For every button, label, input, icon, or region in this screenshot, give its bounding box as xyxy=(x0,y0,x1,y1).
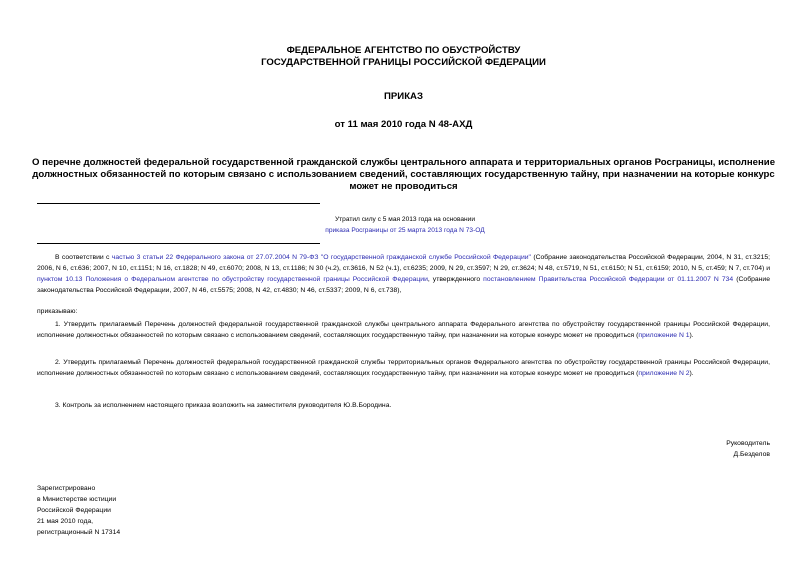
preamble-paragraph xyxy=(37,252,770,296)
law-79fz-link[interactable]: частью 3 статьи 22 Федерального закона от 27.07.2004 N 79-ФЗ "О государственной гражданской службе Российской Федерации" xyxy=(111,254,531,261)
appendix-1-link[interactable]: приложение N 1 xyxy=(638,332,690,339)
order-word: приказываю: xyxy=(37,308,78,315)
divider-top xyxy=(37,203,320,204)
status-note xyxy=(300,214,510,236)
signature-block xyxy=(726,438,770,460)
item-1-text: 1. Утвердить прилагаемый Перечень должностей федеральной государственной гражданской службы центрального аппарата Федерального агентства по обустройству государственной границы Российской Федерации, исполнение должностных обязанностей по которым связано с использованием сведений, составляющих государственную тайну, при назначении на которые конкурс может не проводиться ( xyxy=(37,321,770,339)
order-subject: О перечне должностей федеральной государственной гражданской службы центрального аппарата и территориальных органов Росграницы, исполнение должностных обязанностей по которым связано с использованием сведений, составляющих государственную тайну, при назначении на которые конкурс может не проводиться xyxy=(31,157,776,192)
government-decree-link[interactable]: постановлением Правительства Российской Федерации от 01.11.2007 N 734 xyxy=(483,276,734,283)
order-item-1 xyxy=(37,319,770,341)
registration-line-4: 21 мая 2010 года, xyxy=(37,518,94,525)
preamble-text-4: (Собрание законодательства Российской Федерации, 2007, N 46, ст.5575; 2008, N 42, ст.4830; N 46, ст.5337; 2009, N 6, ст.738), xyxy=(37,276,770,294)
preamble-text-1: В соответствии с xyxy=(55,254,112,261)
regulation-10-13-link[interactable]: пунктом 10.13 Положения о Федеральном агентстве по обустройству государственной границы Российской Федерации xyxy=(37,276,428,283)
item-2-text: 2. Утвердить прилагаемый Перечень должностей федеральной государственной гражданской службы территориальных органов Федерального агентства по обустройству государственной границы Российской Федерации, исполнение должностных обязанностей по которым связано с использованием сведений, составляющих государственную тайну, при назначении на которые конкурс может не проводиться ( xyxy=(37,359,770,377)
preamble-text-3: , утвержденного xyxy=(427,276,484,283)
agency-line-2: ГОСУДАРСТВЕННОЙ ГРАНИЦЫ РОССИЙСКОЙ ФЕДЕРАЦИИ xyxy=(261,57,546,68)
registration-line-1: Зарегистрировано xyxy=(37,485,96,492)
divider-bottom xyxy=(37,243,320,244)
item-1-end: ). xyxy=(689,332,694,339)
registration-line-3: Российской Федерации xyxy=(37,507,111,514)
order-item-2 xyxy=(37,357,770,379)
appendix-2-link[interactable]: приложение N 2 xyxy=(638,370,690,377)
item-2-end: ). xyxy=(689,370,694,377)
document-type: ПРИКАЗ xyxy=(384,91,423,102)
registration-line-5: регистрационный N 17314 xyxy=(37,529,121,536)
signature-name: Д.Безделов xyxy=(733,451,770,458)
order-item-3: 3. Контроль за исполнением настоящего приказа возложить на заместителя руководителя Ю.В.Бородина. xyxy=(55,402,392,409)
agency-line-1: ФЕДЕРАЛЬНОЕ АГЕНТСТВО ПО ОБУСТРОЙСТВУ xyxy=(286,45,521,56)
agency-name xyxy=(0,45,807,69)
registration-block xyxy=(37,483,120,538)
status-note-text: Утратил силу с 5 мая 2013 года на основании xyxy=(334,216,476,223)
preamble-text-2: (Собрание законодательства Российской Федерации, 2004, N 31, ст.3215; 2006, N 6, ст.636; 2007, N 10, ст.1151; N 16, ст.1828; N 49, ст.6070; 2008, N 13, ст.1186; N 30 (ч.2), ст.3616, N 52 (ч.1), ст.6235; 2009, N 29, ст.3597; N 29, ст.3624; N 48, ст.5719, N 51, ст.6150; N 51, ст.6159; 2010, N 5, ст.459; N 7, ст.704) и xyxy=(37,254,771,272)
status-note-link[interactable]: приказа Росграницы от 25 марта 2013 года N 73-ОД xyxy=(325,227,485,234)
signature-title: Руководитель xyxy=(726,440,770,447)
order-date-number: от 11 мая 2010 года N 48-АХД xyxy=(334,119,473,130)
registration-line-2: в Министерстве юстиции xyxy=(37,496,117,503)
